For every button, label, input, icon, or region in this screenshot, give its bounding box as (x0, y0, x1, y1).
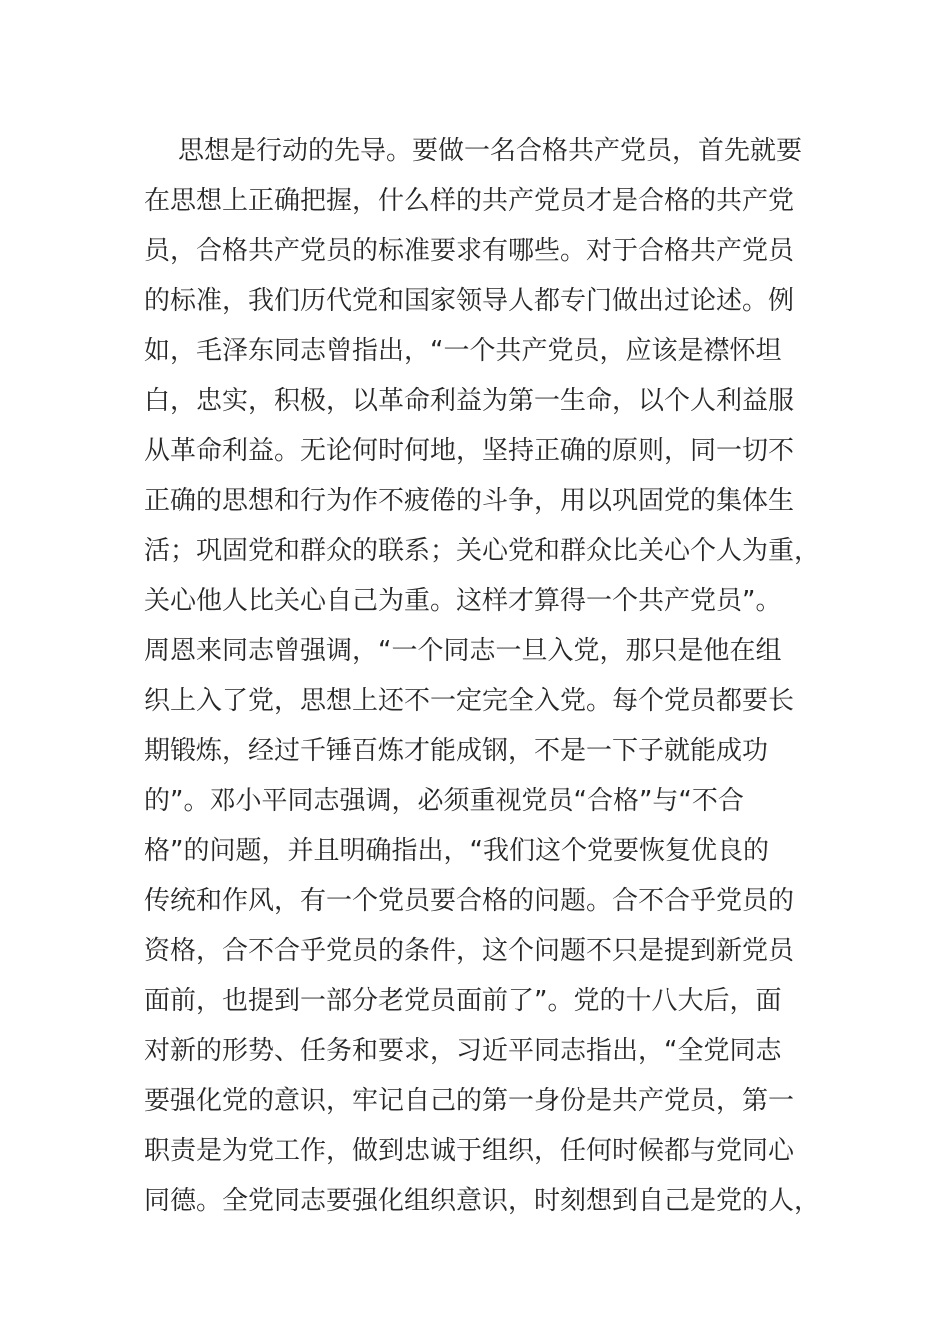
text-line: 面前，也提到一部分老党员面前了”。党的十八大后，面 (144, 986, 782, 1016)
text-line: 要强化党的意识，牢记自己的第一身份是共产党员，第一 (144, 1086, 795, 1116)
body-paragraph (144, 126, 834, 1226)
text-line: 活；巩固党和群众的联系；关心党和群众比关心个人为重， (144, 536, 821, 566)
text-line: 职责是为党工作，做到忠诚于组织，任何时候都与党同心 (144, 1136, 795, 1166)
text-line: 的标准，我们历代党和国家领导人都专门做出过论述。例 (144, 286, 795, 316)
text-line: 白，忠实，积极，以革命利益为第一生命，以个人利益服 (144, 386, 795, 416)
text-line: 员，合格共产党员的标准要求有哪些。对于合格共产党员 (144, 236, 795, 266)
text-line: 正确的思想和行为作不疲倦的斗争，用以巩固党的集体生 (144, 486, 795, 516)
text-line: 在思想上正确把握，什么样的共产党员才是合格的共产党 (144, 186, 795, 216)
text-line: 的”。邓小平同志强调，必须重视党员“合格”与“不合 (144, 786, 744, 816)
text-line: 期锻炼，经过千锤百炼才能成钢，不是一下子就能成功 (144, 736, 769, 766)
text-line: 思想是行动的先导。要做一名合格共产党员，首先就要 (178, 136, 803, 166)
text-line: 传统和作风，有一个党员要合格的问题。合不合乎党员的 (144, 886, 795, 916)
text-line: 对新的形势、任务和要求，习近平同志指出，“全党同志 (144, 1036, 782, 1066)
text-line: 关心他人比关心自己为重。这样才算得一个共产党员”。 (144, 586, 782, 616)
text-line: 资格，合不合乎党员的条件，这个问题不只是提到新党员 (144, 936, 795, 966)
text-line: 格”的问题，并且明确指出，“我们这个党要恢复优良的 (144, 836, 769, 866)
text-line: 织上入了党，思想上还不一定完全入党。每个党员都要长 (144, 686, 795, 716)
text-line: 从革命利益。无论何时何地，坚持正确的原则，同一切不 (144, 436, 795, 466)
text-line: 如，毛泽东同志曾指出，“一个共产党员，应该是襟怀坦 (144, 336, 782, 366)
text-line: 同德。全党同志要强化组织意识，时刻想到自己是党的人， (144, 1186, 821, 1216)
text-line: 周恩来同志曾强调，“一个同志一旦入党，那只是他在组 (144, 636, 782, 666)
